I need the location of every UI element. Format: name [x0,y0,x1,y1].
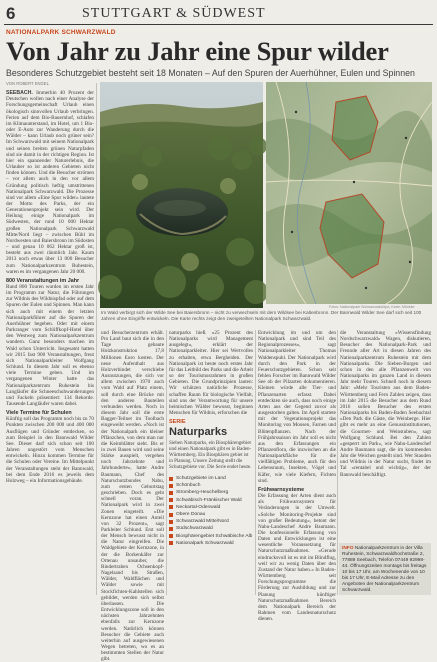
national-park-map [266,82,432,304]
subheading: Frühwarnsysteme [258,486,305,493]
body-text: naturparks hieß. »25 Prozent des Nationalparks wird Management ausgelegt«, erklärt der Nationalparkleiter. Hier sei Wertvolles zu erhalten, etwa Bergheiden. Der Nationalpark ist heute noch erstes Jahr für das Leitbild des Parks und die Arbeit so der Tourismusrahmen in großen Gebieten. Die Grundprinzipien lauten: Wir schützen natürliche Prozesse, schaffen Raum für biologische Vielfalt, sind uns der Verantwortung für unsere heimischen Wälder bewusst, beginnen Menschen für Wildnis, erforschen die [169,330,253,417]
bullet-icon [169,513,173,517]
list-item-label: Obere Donau [176,512,206,518]
column-rule [337,330,338,595]
subheading: 800 Veranstaltungen im Jahr [6,277,80,284]
page-number: 6 [6,4,16,23]
bullet-icon [169,491,173,495]
bullet-icon [169,534,173,538]
series-list [169,475,253,547]
column-rule [166,330,167,595]
list-item [169,482,253,489]
info-box [339,543,431,595]
author-line: VON ROBERT ENGEL [6,81,49,86]
lake-photo [100,82,263,308]
list-item-label: Schwarzwald Mitte/Nord [176,519,229,525]
dateline: SEEBACH. [6,90,33,97]
body-text: Die Erfassung der Arten dient auch als Frühwarnsystem für Veränderungen in der Umwelt. »Solche Monitoring-Projekte sind von großer Bedeutung«, betont der Nabu-Landeschef Andre Baumann. Die konfessionelle Erfassung von Daten und Entwicklungen ist eine wesentliche Voraussetzung für Naturschutzmaßnahmen. »Gerade eindrucksvoll ist es mit im Blindflug, weil wir zu wenig Daten über den Zustand der Natur haben.« In Baden-Württemberg seit Forschungsprogramme die Förderung zur Ausbildung und zur Planung künftiger Naturschutzmaßnahmen Bereich dem Nationalpark Bereich der Rahmen vom Landesnaturschutz dienen. [258,493,336,623]
list-item [169,525,253,532]
list-item-label: Biosphärengebiet Schwäbische Alb [176,533,253,539]
series-label: SERIE [169,419,186,425]
text-column-1 [6,81,94,595]
info-text: Nationalparkzentrum in der Villa Ruhestein, Schwarzwaldhochstraße 2, 77889 Seebach, Telefon 07449 92998-44. Öffnungszeiten montags bis freitags 10 bis 17 Uhr, am Wochenende von 10 bis 17 Uhr, E-Mail Adresse zu den Angeboten der Nationalparkzentrum Schwarzwald. [342,546,427,593]
list-item [169,540,253,547]
text-column-3 [169,330,253,416]
list-item [169,475,253,482]
list-item [169,489,253,496]
subheading: Viele Termine für Schulen [6,410,72,417]
series-box [169,419,253,595]
body-text: und Besucherzentrum erhält. Pro Land baut sich die in den Tage gebaute Holzkonstruktion 17,8 Millionen Euro kosten. Der neue Aufenthalt aus Holzverbindet verschiebe Ausnutzungen, die sich vor allem zwischen 1970 auch vom Wald auf Platz einem, soll durch eine Brücke mit den anderen Bauteilen verbunden werden. Noch in diesem Jahr soll die erste Bagger-Teilnet im Toolbach eingeweiht werden. »Noch ist der Nationalpark ein kleiner Pflänzchen, von dem man nur die Keimblätter sieht. Bis er in zwei Bauen wird und seine Stärke ausspielt, vergehen noch Jahrzehnte und Jahrhunderte«, hatte Andre Baumann, Chef des Naturschutzbundes Nabu, zum ersten Geburtstag geschrieben. Doch es geht schnell voran. Der Nationalpark wird in zwei Zonen eingeteilt. »Die Kernzone hat einen Anteil von 32 Prozent«, sagt Parkleiter Schlund. Erst soll der Mensch bewusst nicht in die Natur eingreifen. Die Waldgebiete der Kernzone, in der die Borkenkäfer zur Ortenau unsauber, die Rindertraben Ochsenkopf-Nagelsand bis Straßen, Wälder, Waldflächen und Wälder sowie mit Stockfichten-Kahlstellen sich gebildet, werden sich selbst überlassen. Die Entwicklungszone soll in den nächsten Jahrzehnten ebenfalls zur Kernzone werden. Natürlich können Besucher die Gebiete auch weiterhin auf ausgewiesenen Wegen betreten, wo es an bestimmten Stellen der Natur gibt. [101,330,164,662]
list-item-label: Neckartal-Odenwald [176,504,221,510]
photo-caption: Im Wald verbirgt sich der Wilde See bei Baiersbronn – nicht zu verwechseln mit dem Wildsee bei Kaltenbronn. Der Bannwald Wilder See darf sich seit 100 Jahren ohne Eingriffe entwickeln. Die Karte rechts zeigt den zweigeteilten Nationalpark Schwarzwald. [101,310,422,321]
map-graphic [266,82,432,304]
list-item-label: Schutzgebiete im Land [176,476,226,481]
body-text: Immerhin 40 Prozent der Deutschen wollen nach einer Analyse der Forschungsgemeinschaft Urlaub einen ökologisch sinnvollen Urlaub verbringen. Ferien auf dem Bio-Bauernhof, schlafen im Klimaunterstand, im Hotel, um 1 Bio-oder E-Auto zur Wanderung durch die Wälder – kann Urlaub noch grüner sein? Im Schwarzwald mit seinem Nationalpark und seinen breiten grünen Naturpfaden sind sie damit in der richtigen Region. Ist hier ein spannender Naturerlebnis, die Urlauber so ist anderen Gebieten nicht finden können. Und die Besucher strömen – vor allem auch in den vor allem Gründung politisch heftig umstrittenen Nationalpark Schwarzwald. Die Prozesse sind vor allem »Eine Spur wilder« lautete der Motto des Parks, der ein Generationenprojekt sein wird. Der Heilung einige Nationalpark im Südwesten, der rund 10 000 Hektar großen Nationalpark Schwarzwald Mitte/Nord liegt – zwischen Bühl im Nordwesten und Baiersbronn im Südosten – und genau 10 062 Hektar groß ist, besteht aus zwei räumlich Jahr. Kaum 2013 noch etwas über 13 000 Besucher zum Nationalparkzentrum Ruhestein, waren es im vergangenen Jahr 20 000. [6,90,94,275]
body-text: Entwicklung im und um den Nationalpark und sind Teil des Regionalprozesses«, sagt Nationalparkleiter Thomas Waldenspuhl. Der Nationalpark wird durch den Park in der Feuerschutzgebieten. Schon seit fehlen Forscher im Bannwald Wilder See ob der Pilzarten dokumentieren. Kleinen würde alle Tier- und Pflanzenarten erfasst. Dabei entdeckten sie auch, dass noch einige Arten aus der Gegend zuvor als ausgestorben galten. Im April startete mit der Vegetationsprojekt das Monitoring von Moosen, Farnen und Blütenpflanzen. Nach der Frühjahrssaison im Jahr soll es nicht aus den Erfassungen ein Pflanzenflora, die inzwischen an die Nationalparkfläche für die vielfältigen Probleme, auch für den Lebensraum, Insekten, Vögel und Käfer, wie viele Kiefern, Fichten sind. [258,330,336,484]
newspaper-page [4,3,433,662]
bullet-icon [169,505,173,509]
body-text: die Veranstaltung »Wissensfindung Nordschwarzwald« Wagen, diskutieren, Besucher des Nationalpark-Park und Freunde aller Art in diesen Jahren des Nationalparkzentrum Ruhestein mit dem Nationalparks. Die Sieben-Burgen und schon in den alle Pflanzenwelt von Nationalparks im ganzen Land in diesem Jahr mehr Touren. Schnell noch in diesem Jahr: »Mehr Touristen aus dem Baden-Württemberg und Fern Zahlen zeigen, dass im Jahr 2015 die Besucher aus dem Rund 2016 sollen Besucher des ersten Nationalparks bis Baden-Baden Seebachtal »Den Park die Gäste, die Weinberge. Hier gibt es mehr an eine Genussinstitutionen, die Gourmet- und Weinstuben«, sagt Wolfgang Schlund. Bei den Zahlen »gesperrt im Park«, wie Nabu-Landeschef Andre Baumann sagt, die im kommenden Jahr die Weichen gestellt sind. Wer Stauden und Wildnis in der Natur sucht, findet im Tal »rentabel und wichtig«, der der Bannwald beschäftigt. [340,330,431,478]
bullet-icon [169,520,173,524]
info-title: INFO [342,546,354,551]
list-item [169,504,253,511]
bullet-icon [169,498,173,502]
bullet-icon [169,477,173,481]
list-item-label: Schwäbisch-Fränkischer Wald [176,497,242,503]
section-title: STUTTGART & SÜDWEST [82,6,266,21]
column-rule [96,83,97,595]
column-rule [255,330,256,595]
bullet-icon [169,484,173,488]
series-title: Naturparks [169,426,228,438]
list-item-label: Südschwarzwald [176,526,213,532]
bullet-icon [169,527,173,531]
body-text: Künftig soll das Programm noch bis zu 70 Punkten zwischen 200 000 und 400 000 Ausflügen und Gründer entdecken, so zum Beispiel in den Bannwald Wilder See. Dieser darf sich schon seit 100 Jahren ungestört vom Menschen entwickeln. Hinzu kommen Termine für die Schulen oder Vereine. Im Mittelpunkt der Veranstaltungen steht der Bannwald, bei dem Ende 2016 es jeweils dem Holzweg – ein Informationsgebäude. [6,416,94,484]
body-text: Rund 800 Touren wurden im ersten Jahr im Programm zur Natur, die Führungen zur Wildnis des Wildnispfad oder auf dem Spuren der Eulen und Spinnen. Man kann sich auch mit einem der letzten Nationalparkführer auf die Spuren der Auerhühner begeben. Oder mit einem Parkranger vom Schliffkopf-Hotel über den Westweg zum Nationalparkzentrum wandern. Ganz besonders machen im Wald schon Unterricht. Insgesamt hatten wir 2015 fast 900 Veranstaltungen, freut sich Nationalparkleiter Wolfgang Schlund. In diesem Jahr soll es ebenso viele Termine geben. Und im vergangenen Winter hatte das Nationalparkzentrum Ruhestein bis Langläufer die Schneeschuhwanderungen und Fackeln präsentiert: 134 Rekorde. Tausende Langläufer waren dabei. [6,284,94,407]
list-item-label: Stromberg-Heuchelberg [176,490,229,496]
paragraph-intro [6,90,94,275]
list-item [169,533,253,540]
kicker: NATIONALPARK SCHWARZWALD [6,29,116,36]
subheadline: Besonderes Schutzgebiet besteht seit 18 Monaten – Auf den Spuren der Auerhühner, Eulen und Spinnen [6,68,415,78]
text-column-2 [101,330,164,662]
forest-lake-image [100,82,263,308]
series-intro: Sieben Naturparks, ein Biosphärengebiet und einen Nationalpark gibt es in Baden-Württemberg. Ein Biosphären gebiet ist in Planung. Unsere Zeitung stellt die Schutzgebiete vor. Die Serie endet heute. [169,441,252,470]
page-header [4,3,433,25]
text-column-5 [340,330,431,538]
list-item [169,518,253,525]
headline: Von Jahr zu Jahr eine Spur wilder [6,36,389,66]
text-column-4 [258,330,336,623]
bullet-icon [169,541,173,545]
list-item [169,511,253,518]
list-item-label: Schönbuch [176,483,201,489]
list-item [169,497,253,504]
list-item-label: Nationalpark Schwarzwald [176,540,234,546]
photo-credit: Fotos: Nationalpark Schwarzwald/dpa, Karte: Münkler [329,305,415,309]
